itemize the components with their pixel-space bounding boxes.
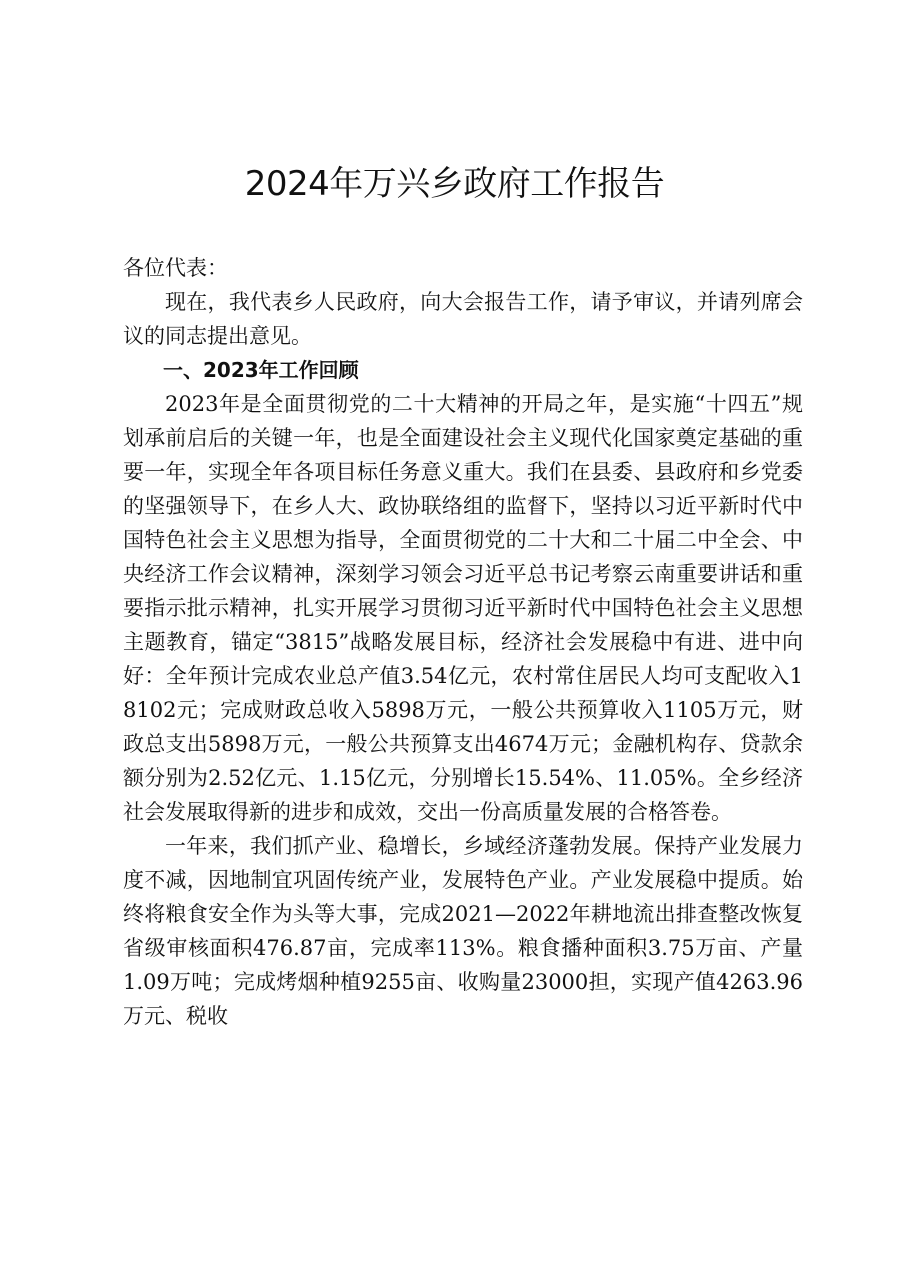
document-body	[123, 251, 803, 1033]
paragraph-review-overview: 2023年是全面贯彻党的二十大精神的开局之年，是实施“十四五”规划承前启后的关键一年，也是全面建设社会主义现代化国家奠定基础的重要一年，实现全年各项目标任务意义重大。我们在县委、县政府和乡党委的坚强领导下，在乡人大、政协联络组的监督下，坚持以习近平新时代中国特色社会主义思想为指导，全面贯彻党的二十大和二十届二中全会、中央经济工作会议精神，深刻学习领会习近平总书记考察云南重要讲话和重要指示批示精神，扎实开展学习贯彻习近平新时代中国特色社会主义思想主题教育，锚定“3815”战略发展目标，经济社会发展稳中有进、进中向好：全年预计完成农业总产值3.54亿元，农村常住居民人均可支配收入18102元；完成财政总收入5898万元，一般公共预算收入1105万元，财政总支出5898万元，一般公共预算支出4674万元；金融机构存、贷款余额分别为2.52亿元、1.15亿元，分别增长15.54%、11.05%。全乡经济社会发展取得新的进步和成效，交出一份高质量发展的合格答卷。	[123, 392, 803, 824]
salutation: 各位代表：	[123, 256, 228, 280]
intro-paragraph: 现在，我代表乡人民政府，向大会报告工作，请予审议，并请列席会议的同志提出意见。	[123, 290, 803, 348]
section-heading: 一、2023年工作回顾	[163, 358, 359, 382]
document-title: 2024年万兴乡政府工作报告	[244, 164, 665, 204]
paragraph-industry-growth: 一年来，我们抓产业、稳增长，乡域经济蓬勃发展。保持产业发展力度不减，因地制宜巩固传统产业，发展特色产业。产业发展稳中提质。始终将粮食安全作为头等大事，完成2021—2022年耕地流出排查整改恢复省级审核面积476.87亩，完成率113%。粮食播种面积3.75万亩、产量1.09万吨；完成烤烟种植9255亩、收购量23000担，实现产值4263.96万元、税收	[123, 834, 803, 1028]
